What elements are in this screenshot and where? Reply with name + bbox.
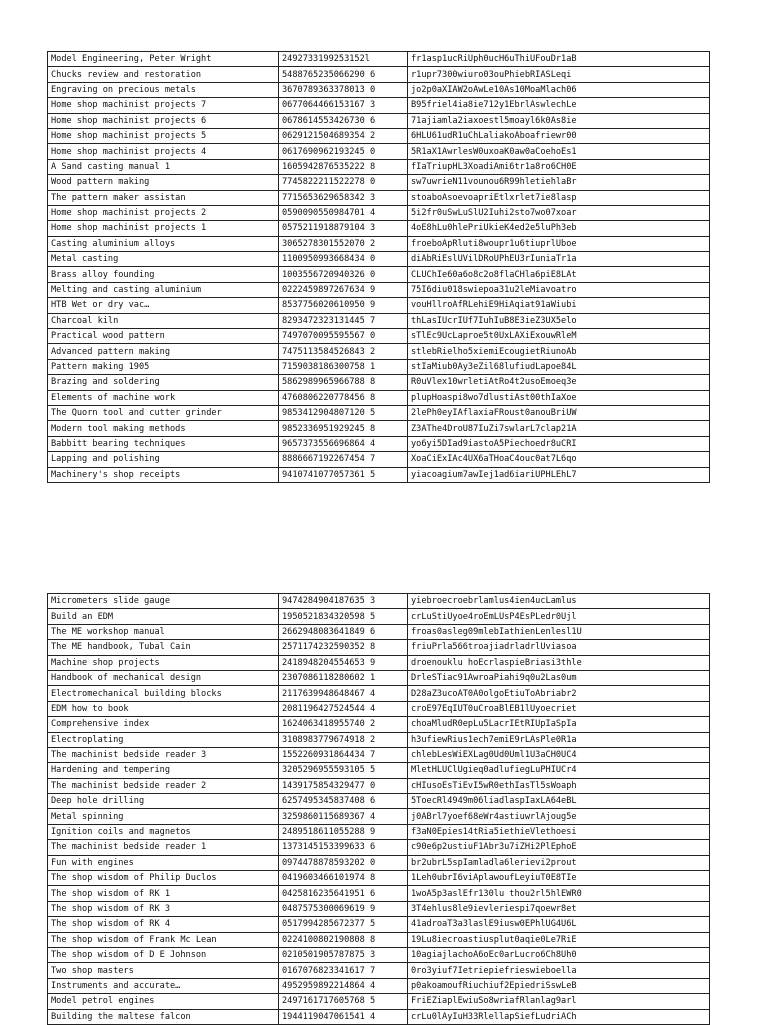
book-code-cell: DrleSTiac91AwroaPiahi9q0u2Las0um <box>408 670 710 685</box>
book-number-cell: 3259860115689367 4 <box>279 809 408 824</box>
book-number-cell: 0678614553426730 6 <box>279 113 408 128</box>
book-number-cell: 0224100802190808 8 <box>279 932 408 947</box>
book-code-cell: croE97EqIUT0uCroaBlEB1lUyoecriet <box>408 701 710 716</box>
book-code-cell: 3T4ehlus8le9ievleriespi7qoewr8et <box>408 901 710 916</box>
table-row <box>48 190 710 205</box>
book-title-cell: Home shop machinist projects 1 <box>48 221 279 236</box>
book-title-cell: Model petrol engines <box>48 994 279 1009</box>
book-title-cell: Casting aluminium alloys <box>48 236 279 251</box>
book-number-cell: 9474284904187635 3 <box>279 594 408 609</box>
book-number-cell: 2307086118280602 1 <box>279 670 408 685</box>
table-row <box>48 344 710 359</box>
book-number-cell: 1944119047061541 4 <box>279 1009 408 1024</box>
table-row <box>48 359 710 374</box>
book-title-cell: Metal casting <box>48 252 279 267</box>
book-title-cell: The Quorn tool and cutter grinder <box>48 405 279 420</box>
book-title-cell: Model Engineering, Peter Wright <box>48 52 279 67</box>
book-title-cell: The ME handbook, Tubal Cain <box>48 640 279 655</box>
table-row <box>48 405 710 420</box>
book-title-cell: Handbook of mechanical design <box>48 670 279 685</box>
book-number-cell: 0974478878593202 0 <box>279 855 408 870</box>
book-number-cell: 0167076823341617 7 <box>279 963 408 978</box>
book-code-cell: 6HLU61udR1uChLaliakoAboafriewr00 <box>408 128 710 143</box>
book-title-cell: The machinist bedside reader 1 <box>48 840 279 855</box>
table-row <box>48 778 710 793</box>
book-number-cell: 3205296955593105 5 <box>279 763 408 778</box>
book-number-cell: 0617690962193245 0 <box>279 144 408 159</box>
book-code-cell: chlebLesWiEXLag0Ud0Uml1U3aCH0UC4 <box>408 747 710 762</box>
book-code-cell: yiacoagium7awIej1ad6iariUPHLEhL7 <box>408 467 710 482</box>
book-code-cell: plupHoaspi8wo7dlustiAst00thIaXoe <box>408 390 710 405</box>
table-row <box>48 947 710 962</box>
book-number-cell: 0222459897267634 9 <box>279 282 408 297</box>
book-title-cell: Brass alloy founding <box>48 267 279 282</box>
table-row <box>48 824 710 839</box>
book-title-cell: Building the maltese falcon <box>48 1009 279 1024</box>
book-title-cell: Machinery's shop receipts <box>48 467 279 482</box>
table-row <box>48 467 710 482</box>
book-title-cell: A Sand casting manual 1 <box>48 159 279 174</box>
book-code-cell: sw7uwrieN11vounou6R99hletiehlaBr <box>408 175 710 190</box>
table-row <box>48 313 710 328</box>
book-table-lower <box>47 593 710 1025</box>
table-row <box>48 978 710 993</box>
book-number-cell: 2571174232590352 8 <box>279 640 408 655</box>
book-title-cell: The shop wisdom of RK 3 <box>48 901 279 916</box>
book-number-cell: 1003556720940326 0 <box>279 267 408 282</box>
book-title-cell: HTB Wet or dry vac… <box>48 298 279 313</box>
book-code-cell: 41adroaT3a3laslE9iusw0EPhlUG4U6L <box>408 917 710 932</box>
book-title-cell: The shop wisdom of D E Johnson <box>48 947 279 962</box>
book-code-cell: f3aN0Epies14tRia5iethieVlethoesi <box>408 824 710 839</box>
book-code-cell: 5ToecRl4949m06liadlaspIaxLA64eBL <box>408 794 710 809</box>
table-row <box>48 871 710 886</box>
table-row <box>48 282 710 297</box>
book-code-cell: yiebroecroebrlamlus4ien4ucLamlus <box>408 594 710 609</box>
book-number-cell: 5862989965966788 8 <box>279 375 408 390</box>
book-code-cell: p0akoamoufRiuchiuf2EpiedriSswLeB <box>408 978 710 993</box>
book-code-cell: stIaMiub0Ay3eZil68lufiudLapoe84L <box>408 359 710 374</box>
book-title-cell: The shop wisdom of Frank Mc Lean <box>48 932 279 947</box>
book-title-cell: Electromechanical building blocks <box>48 686 279 701</box>
book-number-cell: 7497070095595567 0 <box>279 329 408 344</box>
book-code-cell: 1woA5p3aslEfr130lu thou2rl5hlEWR0 <box>408 886 710 901</box>
table-row <box>48 594 710 609</box>
book-code-cell: MletHLUClUgieq0adlufiegLuPHIUCr4 <box>408 763 710 778</box>
table-row <box>48 732 710 747</box>
book-title-cell: Practical wood pattern <box>48 329 279 344</box>
table-row <box>48 221 710 236</box>
book-number-cell: 1373145153399633 6 <box>279 840 408 855</box>
book-code-cell: 2lePh0eyIAflaxiaFRoust0anouBriUW <box>408 405 710 420</box>
table-row <box>48 52 710 67</box>
book-code-cell: froeboApRluti8woupr1u6tiuprlUboe <box>408 236 710 251</box>
book-code-cell: stoaboAsoevoapriEtlxrlet7ie8lasp <box>408 190 710 205</box>
book-title-cell: Build an EDM <box>48 609 279 624</box>
book-number-cell: 1605942876535222 8 <box>279 159 408 174</box>
table-row <box>48 205 710 220</box>
book-code-cell: j0ABrl7yoef68eWr4astiuwrlAjoug5e <box>408 809 710 824</box>
table-row <box>48 252 710 267</box>
book-number-cell: 2497161717605768 5 <box>279 994 408 1009</box>
table-row <box>48 932 710 947</box>
book-code-cell: vouHllroAfRLehiE9HiAqiat91aWiubi <box>408 298 710 313</box>
book-code-cell: fr1asp1ucRiUph0ucH6uThiUFouDr1aB <box>408 52 710 67</box>
book-number-cell: 8293472323131445 7 <box>279 313 408 328</box>
book-number-cell: 7475113584526843 2 <box>279 344 408 359</box>
book-code-cell: h3ufiewRius1ech7emiE9rLAsPle0R1a <box>408 732 710 747</box>
table-row <box>48 421 710 436</box>
table-row <box>48 701 710 716</box>
book-title-cell: Pattern making 1905 <box>48 359 279 374</box>
book-title-cell: Home shop machinist projects 7 <box>48 98 279 113</box>
table-row <box>48 128 710 143</box>
book-number-cell: 2662948083641849 6 <box>279 624 408 639</box>
table-row <box>48 655 710 670</box>
book-code-cell: 19Lu8iecroastiusplut0aqie0Le7RiE <box>408 932 710 947</box>
book-code-cell: crLuStiUyoe4roEmLUsP4EsPLedr0Ujl <box>408 609 710 624</box>
table-row <box>48 855 710 870</box>
table-row <box>48 609 710 624</box>
book-number-cell: 0590090550984701 4 <box>279 205 408 220</box>
book-number-cell: 0487575300069619 9 <box>279 901 408 916</box>
book-title-cell: Charcoal kiln <box>48 313 279 328</box>
table-row <box>48 747 710 762</box>
book-title-cell: Elements of machine work <box>48 390 279 405</box>
book-number-cell: 1552260931864434 7 <box>279 747 408 762</box>
table-row <box>48 267 710 282</box>
table-row <box>48 175 710 190</box>
book-title-cell: Home shop machinist projects 6 <box>48 113 279 128</box>
book-code-cell: froas0asleg09mlebIathienLenlesl1U <box>408 624 710 639</box>
book-title-cell: Machine shop projects <box>48 655 279 670</box>
book-code-cell: fIaTriupHL3XoadiAmi6tr1a8ro6CH0E <box>408 159 710 174</box>
table-row <box>48 329 710 344</box>
book-title-cell: Brazing and soldering <box>48 375 279 390</box>
book-title-cell: The ME workshop manual <box>48 624 279 639</box>
book-code-cell: 71ajiamla2iaxoestl5moayl6k0As8ie <box>408 113 710 128</box>
table-row <box>48 886 710 901</box>
book-number-cell: 3108983779674918 2 <box>279 732 408 747</box>
table-row <box>48 994 710 1009</box>
book-number-cell: 1100950993668434 0 <box>279 252 408 267</box>
table-row <box>48 390 710 405</box>
book-code-cell: 5i2fr0uSwLuSlU2Iuhi2sto7wo07xoar <box>408 205 710 220</box>
table-row <box>48 670 710 685</box>
book-number-cell: 4760806220778456 8 <box>279 390 408 405</box>
book-title-cell: The machinist bedside reader 3 <box>48 747 279 762</box>
book-title-cell: Engraving on precious metals <box>48 82 279 97</box>
book-title-cell: Home shop machinist projects 2 <box>48 205 279 220</box>
book-number-cell: 8537756020610950 9 <box>279 298 408 313</box>
table-row <box>48 963 710 978</box>
book-number-cell: 2489518611055288 9 <box>279 824 408 839</box>
book-code-cell: 10agiajlachoA6oEc0arLucro6Ch8Uh0 <box>408 947 710 962</box>
book-code-cell: c90e6p2ustiuF1Abr3u7iZHi2PlEphoE <box>408 840 710 855</box>
table-row <box>48 763 710 778</box>
book-code-cell: stlebRielho5xiemiEcougietRiunoAb <box>408 344 710 359</box>
book-code-cell: friuPrla566troajiadrladrlUviasoa <box>408 640 710 655</box>
book-code-cell: cHIusoEsTiEvI5wR0ethIasTl5sWoaph <box>408 778 710 793</box>
book-number-cell: 1439175854329477 0 <box>279 778 408 793</box>
book-number-cell: 9410741077057361 5 <box>279 467 408 482</box>
book-number-cell: 1624063418955740 2 <box>279 717 408 732</box>
book-number-cell: 9852336951929245 8 <box>279 421 408 436</box>
book-code-cell: jo2p0aXIAW2oAwLe10As10MoaMlach06 <box>408 82 710 97</box>
book-number-cell: 0425816235641951 6 <box>279 886 408 901</box>
book-title-cell: Advanced pattern making <box>48 344 279 359</box>
book-number-cell: 4952959892214864 4 <box>279 978 408 993</box>
table-row <box>48 1009 710 1024</box>
book-number-cell: 2117639948648467 4 <box>279 686 408 701</box>
table-row <box>48 82 710 97</box>
book-number-cell: 1950521834320598 5 <box>279 609 408 624</box>
book-title-cell: Babbitt bearing techniques <box>48 436 279 451</box>
book-code-cell: B95friel4ia8ie712y1EbrlAswlechLe <box>408 98 710 113</box>
table-row <box>48 624 710 639</box>
table-row <box>48 717 710 732</box>
book-number-cell: 6257495345837408 6 <box>279 794 408 809</box>
book-title-cell: Hardening and tempering <box>48 763 279 778</box>
table-row <box>48 436 710 451</box>
book-title-cell: Two shop masters <box>48 963 279 978</box>
book-number-cell: 2081196427524544 4 <box>279 701 408 716</box>
book-number-cell: 7715653629658342 3 <box>279 190 408 205</box>
book-title-cell: Fun with engines <box>48 855 279 870</box>
book-code-cell: R0uVlex10wrletiAtRo4t2usoEmoeq3e <box>408 375 710 390</box>
book-code-cell: choaMludR0epLu5LacrIEtRIUpIaSpIa <box>408 717 710 732</box>
table-row <box>48 901 710 916</box>
book-number-cell: 8886667192267454 7 <box>279 452 408 467</box>
book-number-cell: 7745822211522278 0 <box>279 175 408 190</box>
book-title-cell: EDM how to book <box>48 701 279 716</box>
table-row <box>48 917 710 932</box>
book-title-cell: Metal spinning <box>48 809 279 824</box>
book-title-cell: Home shop machinist projects 5 <box>48 128 279 143</box>
book-title-cell: Melting and casting aluminium <box>48 282 279 297</box>
book-number-cell: 9657373556696864 4 <box>279 436 408 451</box>
book-title-cell: Electroplating <box>48 732 279 747</box>
table-row <box>48 67 710 82</box>
book-title-cell: Micrometers slide gauge <box>48 594 279 609</box>
book-title-cell: Modern tool making methods <box>48 421 279 436</box>
book-title-cell: Instruments and accurate… <box>48 978 279 993</box>
table-row <box>48 375 710 390</box>
book-code-cell: br2ubrL5spIamladla6lerievi2prout <box>408 855 710 870</box>
book-code-cell: 0ro3yiuf7Ietriepiefrieswieboella <box>408 963 710 978</box>
book-code-cell: crLu0lAyIuH33RlellapSiefLudriACh <box>408 1009 710 1024</box>
book-table-upper <box>47 51 710 483</box>
book-title-cell: Ignition coils and magnetos <box>48 824 279 839</box>
table-row <box>48 113 710 128</box>
table-row <box>48 144 710 159</box>
book-number-cell: 0210501905787875 3 <box>279 947 408 962</box>
table-row <box>48 686 710 701</box>
book-code-cell: sTlEc9UcLaproe5t0UxLAXiExouwRleM <box>408 329 710 344</box>
book-code-cell: 4oE8hLu0hlePriUkieK4ed2e5luPh3eb <box>408 221 710 236</box>
book-code-cell: Z3AThe4DroU87IuZi7swlarL7clap21A <box>408 421 710 436</box>
book-number-cell: 7159038186300758 1 <box>279 359 408 374</box>
book-number-cell: 3065278301552070 2 <box>279 236 408 251</box>
book-code-cell: droenouklu hoEcrlaspieBriasi3thle <box>408 655 710 670</box>
book-code-cell: D28aZ3ucoAT0A0olgoEtiuToAbriabr2 <box>408 686 710 701</box>
book-number-cell: 0419603466101974 8 <box>279 871 408 886</box>
book-title-cell: Wood pattern making <box>48 175 279 190</box>
book-number-cell: 0517994285672377 5 <box>279 917 408 932</box>
book-code-cell: thLasIUcrIUf7IuhIuB8E3ieZ3UX5elo <box>408 313 710 328</box>
book-title-cell: Lapping and polishing <box>48 452 279 467</box>
book-code-cell: CLUChIe60a6o8c2o8flaCHla6piE8LAt <box>408 267 710 282</box>
table-row <box>48 159 710 174</box>
book-number-cell: 0629121504689354 2 <box>279 128 408 143</box>
book-title-cell: The shop wisdom of Philip Duclos <box>48 871 279 886</box>
book-title-cell: Deep hole drilling <box>48 794 279 809</box>
table-row <box>48 794 710 809</box>
table-row <box>48 640 710 655</box>
book-code-cell: diAbRiEslUVilDRoUPhEU3rIuniaTr1a <box>408 252 710 267</box>
book-title-cell: The pattern maker assistan <box>48 190 279 205</box>
book-number-cell: 2418948204554653 9 <box>279 655 408 670</box>
book-title-cell: The shop wisdom of RK 1 <box>48 886 279 901</box>
book-title-cell: The shop wisdom of RK 4 <box>48 917 279 932</box>
table-row <box>48 809 710 824</box>
book-number-cell: 2492733199253152l <box>279 52 408 67</box>
book-number-cell: 5488765235066290 6 <box>279 67 408 82</box>
book-title-cell: Home shop machinist projects 4 <box>48 144 279 159</box>
book-number-cell: 0575211918879104 3 <box>279 221 408 236</box>
table-row <box>48 840 710 855</box>
table-row <box>48 452 710 467</box>
book-title-cell: The machinist bedside reader 2 <box>48 778 279 793</box>
book-code-cell: yo6yi5DIad9iastoA5Piechoedr8uCRI <box>408 436 710 451</box>
table-row <box>48 98 710 113</box>
book-code-cell: 1Leh0ubrI6viAplawoufLeyiuT0E8TIe <box>408 871 710 886</box>
book-number-cell: 0677064466153167 3 <box>279 98 408 113</box>
table-row <box>48 298 710 313</box>
book-title-cell: Comprehensive index <box>48 717 279 732</box>
book-title-cell: Chucks review and restoration <box>48 67 279 82</box>
table-row <box>48 236 710 251</box>
book-code-cell: 5R1aX1AwrlesW0uxoaK0aw0aCoehoEs1 <box>408 144 710 159</box>
book-code-cell: FriEZiaplEwiuSo8wriafRlanlag9arl <box>408 994 710 1009</box>
book-number-cell: 9853412904807120 5 <box>279 405 408 420</box>
book-code-cell: XoaCiExIAc4UX6aTHoaC4ouc0at7L6qo <box>408 452 710 467</box>
book-code-cell: r1upr7300wiuro03ouPhiebRIASLeqi <box>408 67 710 82</box>
book-number-cell: 3670789363378013 0 <box>279 82 408 97</box>
book-code-cell: 75I6diu018swiepoa31u2leMiavoatro <box>408 282 710 297</box>
